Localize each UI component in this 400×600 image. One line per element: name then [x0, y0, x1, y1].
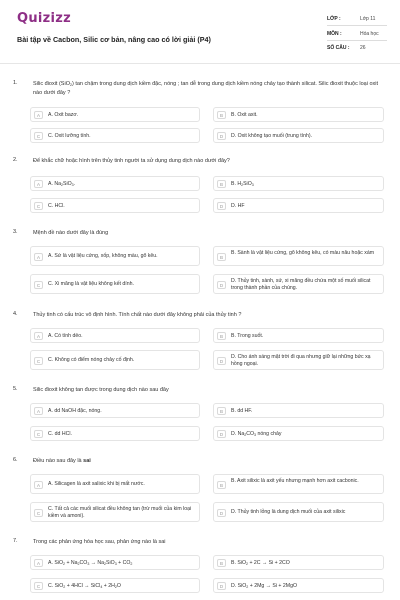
question-number: 6.	[13, 457, 18, 463]
option-text: D. Thủy tinh lỏng là dung dịch muối của axit silixic	[231, 509, 346, 515]
option-text: B. Oxit axit.	[231, 112, 258, 118]
option-2c[interactable]	[30, 198, 200, 213]
option-4c[interactable]	[30, 350, 200, 370]
meta-grade-value: Lớp 11	[360, 16, 376, 22]
question-text: Để khắc chữ hoặc hình trên thủy tinh người ta sử dụng dung dịch nào dưới đây?	[33, 158, 230, 164]
meta-grade-label: LỚP :	[327, 16, 341, 22]
option-text: A. $Na_2SiO_3$.	[48, 181, 76, 187]
option-text: B. SiO$_2$ + 2C → Si + 2CO	[231, 560, 290, 566]
worksheet-header	[0, 0, 400, 62]
option-3c[interactable]	[30, 274, 200, 294]
page-title: Bài tập về Cacbon, Silic cơ bản, nâng cao có lời giải (P4)	[17, 35, 211, 44]
option-2d[interactable]	[213, 198, 384, 213]
option-2b[interactable]	[213, 176, 384, 191]
option-badge: A	[34, 332, 43, 340]
option-badge: A	[34, 407, 43, 415]
option-badge: D	[217, 132, 226, 140]
option-text: C. Không có điểm nóng chảy cố định.	[48, 357, 135, 363]
question-text: Silic đioxit không tan được trong dung dịch nào sau đây	[33, 387, 169, 393]
header-divider	[0, 63, 400, 64]
option-4d[interactable]	[213, 350, 384, 370]
option-badge: C	[34, 509, 43, 517]
option-badge: C	[34, 357, 43, 365]
option-4b[interactable]	[213, 328, 384, 343]
option-text: B. Axit silixic là axit yếu nhưng mạnh hơn axit cacbonic.	[231, 478, 359, 484]
question-text: Trong các phản ứng hóa học sau, phản ứng nào là sai	[33, 539, 166, 545]
option-7d[interactable]	[213, 578, 384, 593]
option-6a[interactable]	[30, 474, 200, 494]
option-badge: B	[217, 559, 226, 567]
option-badge: C	[34, 202, 43, 210]
option-text: B. Trong suốt.	[231, 333, 264, 339]
option-badge: D	[217, 582, 226, 590]
option-badge: D	[217, 281, 226, 289]
option-text: C. Xi măng là vật liệu không kết dính.	[48, 281, 134, 287]
option-badge: B	[217, 332, 226, 340]
option-badge: C	[34, 430, 43, 438]
option-7a[interactable]	[30, 555, 200, 570]
option-badge: B	[217, 481, 226, 489]
option-text: C. SiO$_2$ + 4HCl → SiCl$_4$ + $2H_2O$	[48, 583, 121, 589]
question-text: Mệnh đề nào dưới đây là đúng	[33, 230, 109, 236]
option-5b[interactable]	[213, 403, 384, 418]
question-text: Silic đioxit (SiO$_2$) tan chậm trong dung dịch kiềm đặc, nóng ; tan dễ trong dung dịch kiềm nóng chảy tạo thành silicat. Silic đioxit thuộc loại oxit nào dưới đây ?	[33, 81, 379, 96]
option-text: A. dd NaOH đặc, nóng.	[48, 408, 102, 414]
option-3b[interactable]	[213, 246, 384, 266]
question-number: 1.	[13, 80, 18, 86]
quizizz-logo: Quizizz	[17, 11, 72, 26]
option-text: D. Cho ánh sáng mặt trời đi qua nhưng giữ lại những bức xạ hồng ngoại.	[231, 354, 371, 367]
option-3d[interactable]	[213, 274, 384, 294]
option-text: C. HCl.	[48, 203, 65, 209]
option-badge: A	[34, 559, 43, 567]
option-badge: B	[217, 407, 226, 415]
option-6d[interactable]	[213, 502, 384, 522]
question-number: 3.	[13, 229, 18, 235]
option-text: C. dd HCl.	[48, 431, 72, 437]
option-badge: B	[217, 111, 226, 119]
option-6b[interactable]	[213, 474, 384, 494]
option-text: A. Có tính dẻo.	[48, 333, 83, 339]
option-badge: B	[217, 253, 226, 261]
question-number: 7.	[13, 538, 18, 544]
option-1b[interactable]	[213, 107, 384, 122]
meta-subject-value: Hóa học	[360, 31, 379, 37]
question-text: Thủy tinh có cấu trúc vô định hình. Tính chất nào dưới đây không phải của thủy tinh ?	[33, 312, 242, 318]
option-text: A. $SiO_2 + Na_2CO_3 \to Na_2SiO_3 + CO_2$	[48, 560, 133, 566]
question-text: Điều nào sau đây là sai	[33, 458, 91, 464]
question-number: 2.	[13, 157, 18, 163]
option-text: B. dd HF.	[231, 408, 253, 414]
option-text: B. $H_2SiO_3$	[231, 181, 254, 187]
option-text: C. Oxit lưỡng tính.	[48, 133, 91, 139]
option-text: D. Thủy tinh, sành, sứ, xi măng đều chứa một số muối silicat trong thành phần của chúng.	[231, 278, 371, 291]
option-1c[interactable]	[30, 128, 200, 143]
option-badge: C	[34, 281, 43, 289]
option-1a[interactable]	[30, 107, 200, 122]
option-badge: A	[34, 481, 43, 489]
option-text: A. Oxit bazơ.	[48, 112, 79, 118]
option-7c[interactable]	[30, 578, 200, 593]
option-5d[interactable]	[213, 426, 384, 441]
option-badge: D	[217, 202, 226, 210]
option-text: A. Sứ là vật liệu cứng, xốp, không màu, gõ kêu.	[48, 253, 158, 259]
option-7b[interactable]	[213, 555, 384, 570]
option-5a[interactable]	[30, 403, 200, 418]
option-text: A. Silicagen là axit salixic khi bị mất nước.	[48, 481, 145, 487]
option-badge: A	[34, 180, 43, 188]
question-number: 5.	[13, 386, 18, 392]
option-2a[interactable]	[30, 176, 200, 191]
option-3a[interactable]	[30, 246, 200, 266]
option-text: D. SiO$_2$ + 2Mg → Si + 2MgO	[231, 583, 298, 589]
option-4a[interactable]	[30, 328, 200, 343]
option-5c[interactable]	[30, 426, 200, 441]
question-number: 4.	[13, 311, 18, 317]
meta-count-label: SỐ CÂU :	[327, 45, 350, 51]
option-text: D. HF	[231, 203, 245, 209]
meta-count-value: 26	[360, 45, 366, 51]
option-badge: D	[217, 430, 226, 438]
option-text: B. Sành là vật liệu cứng, gõ không kêu, có màu nâu hoặc xám	[231, 250, 375, 256]
option-text: D. $Na_2CO_3$ nóng chảy	[231, 431, 282, 437]
option-badge: C	[34, 582, 43, 590]
option-badge: A	[34, 253, 43, 261]
meta-subject-label: MÔN :	[327, 31, 342, 37]
option-badge: A	[34, 111, 43, 119]
option-badge: B	[217, 180, 226, 188]
option-badge: D	[217, 509, 226, 517]
option-text: C. Tất cả các muối silicat đều không tan (trừ muối của kim loại kiềm và amoni).	[48, 506, 192, 519]
option-badge: D	[217, 357, 226, 365]
option-badge: C	[34, 132, 43, 140]
option-6c[interactable]	[30, 502, 200, 522]
option-1d[interactable]	[213, 128, 384, 143]
option-text: D. Oxit không tạo muối (trung tính).	[231, 133, 313, 139]
